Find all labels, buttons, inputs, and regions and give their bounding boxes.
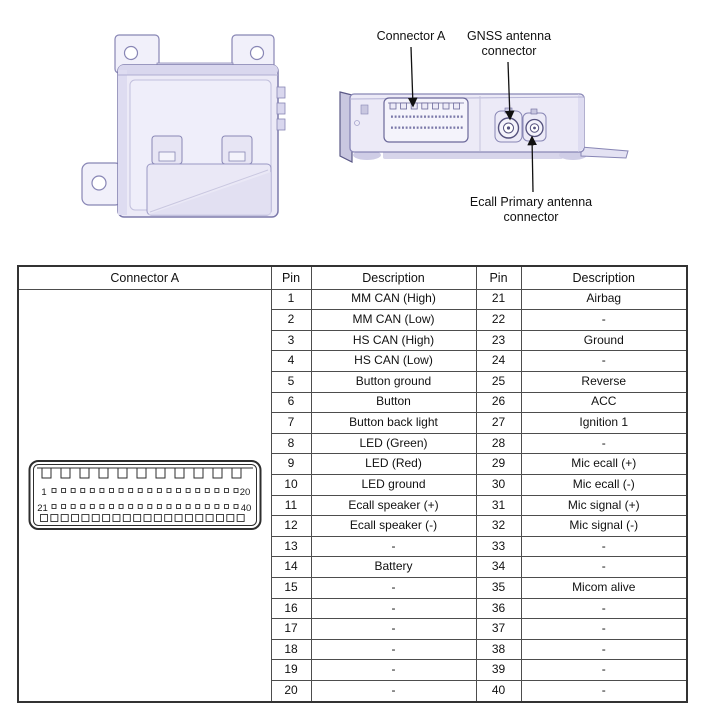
pin-cell: 19 xyxy=(271,660,311,681)
description-cell: - xyxy=(521,681,687,702)
table-row xyxy=(18,289,687,310)
mounting-hole xyxy=(92,176,106,190)
description-cell: Reverse xyxy=(521,371,687,392)
pin-cell: 30 xyxy=(476,474,521,495)
description-cell: ACC xyxy=(521,392,687,413)
description-cell: HS CAN (Low) xyxy=(311,351,476,372)
pin-cell: 23 xyxy=(476,330,521,351)
diagram-pin-21-label: 21 xyxy=(36,503,48,515)
pin-cell: 27 xyxy=(476,413,521,434)
connector-a-callout-label: Connector A xyxy=(376,29,446,43)
description-cell: LED ground xyxy=(311,474,476,495)
pin-cell: 10 xyxy=(271,474,311,495)
ecall-primary-antenna-connector xyxy=(523,109,546,141)
description-cell: - xyxy=(521,619,687,640)
description-cell: Micom alive xyxy=(521,578,687,599)
description-cell: - xyxy=(521,660,687,681)
description-cell: - xyxy=(521,351,687,372)
description-cell: - xyxy=(311,619,476,640)
description-cell: MM CAN (Low) xyxy=(311,310,476,331)
diagram-pin-20-label: 20 xyxy=(239,487,251,499)
header-description-right: Description xyxy=(521,266,687,289)
pin-cell: 25 xyxy=(476,371,521,392)
pin-cell: 21 xyxy=(476,289,521,310)
pin-cell: 15 xyxy=(271,578,311,599)
pin-cell: 33 xyxy=(476,536,521,557)
pin-cell: 3 xyxy=(271,330,311,351)
header-pin-right: Pin xyxy=(476,266,521,289)
description-cell: Mic ecall (+) xyxy=(521,454,687,475)
pin-cell: 16 xyxy=(271,598,311,619)
connector-a-pinout-diagram xyxy=(28,455,262,535)
pin-cell: 22 xyxy=(476,310,521,331)
description-cell: Battery xyxy=(311,557,476,578)
pin-cell: 14 xyxy=(271,557,311,578)
pin-cell: 11 xyxy=(271,495,311,516)
description-cell: Mic ecall (-) xyxy=(521,474,687,495)
gnss-antenna-connector xyxy=(495,108,522,142)
pin-cell: 18 xyxy=(271,639,311,660)
description-cell: Ecall speaker (-) xyxy=(311,516,476,537)
pin-cell: 26 xyxy=(476,392,521,413)
pinout-table-body xyxy=(18,289,687,702)
description-cell: - xyxy=(311,660,476,681)
description-cell: - xyxy=(311,639,476,660)
description-cell: Button ground xyxy=(311,371,476,392)
table-header-row xyxy=(18,266,687,289)
description-cell: Ground xyxy=(521,330,687,351)
connector-a-diagram-cell xyxy=(18,289,271,702)
device-figure xyxy=(0,0,701,255)
header-connector-a: Connector A xyxy=(18,266,271,289)
pin-cell: 24 xyxy=(476,351,521,372)
description-cell: LED (Red) xyxy=(311,454,476,475)
pin-cell: 20 xyxy=(271,681,311,702)
pin-cell: 2 xyxy=(271,310,311,331)
pin-cell: 9 xyxy=(271,454,311,475)
description-cell: - xyxy=(521,433,687,454)
description-cell: Button xyxy=(311,392,476,413)
device-front-view-image xyxy=(335,85,635,180)
description-cell: Airbag xyxy=(521,289,687,310)
description-cell: Ignition 1 xyxy=(521,413,687,434)
mounting-hole xyxy=(125,47,138,60)
description-cell: - xyxy=(311,681,476,702)
pin-cell: 40 xyxy=(476,681,521,702)
description-cell: LED (Green) xyxy=(311,433,476,454)
pin-cell: 12 xyxy=(271,516,311,537)
description-cell: - xyxy=(521,536,687,557)
pin-cell: 39 xyxy=(476,660,521,681)
pin-cell: 37 xyxy=(476,619,521,640)
description-cell: - xyxy=(521,310,687,331)
pin-cell: 17 xyxy=(271,619,311,640)
description-cell: MM CAN (High) xyxy=(311,289,476,310)
pin-cell: 7 xyxy=(271,413,311,434)
pin-cell: 31 xyxy=(476,495,521,516)
description-cell: - xyxy=(311,598,476,619)
description-cell: - xyxy=(311,536,476,557)
header-description-left: Description xyxy=(311,266,476,289)
description-cell: Button back light xyxy=(311,413,476,434)
pin-cell: 5 xyxy=(271,371,311,392)
header-pin-left: Pin xyxy=(271,266,311,289)
pin-cell: 32 xyxy=(476,516,521,537)
pin-cell: 28 xyxy=(476,433,521,454)
pin-cell: 38 xyxy=(476,639,521,660)
description-cell: - xyxy=(521,557,687,578)
device-top-view-image xyxy=(80,22,290,222)
description-cell: - xyxy=(311,578,476,599)
pin-cell: 29 xyxy=(476,454,521,475)
pin-cell: 6 xyxy=(271,392,311,413)
pin-cell: 8 xyxy=(271,433,311,454)
pinout-table xyxy=(17,265,688,703)
diagram-pin-40-label: 40 xyxy=(240,503,252,515)
description-cell: - xyxy=(521,598,687,619)
description-cell: HS CAN (High) xyxy=(311,330,476,351)
description-cell: Ecall speaker (+) xyxy=(311,495,476,516)
pin-cell: 36 xyxy=(476,598,521,619)
pin-cell: 35 xyxy=(476,578,521,599)
description-cell: Mic signal (+) xyxy=(521,495,687,516)
pin-cell: 34 xyxy=(476,557,521,578)
pin-cell: 4 xyxy=(271,351,311,372)
pin-cell: 1 xyxy=(271,289,311,310)
pin-cell: 13 xyxy=(271,536,311,557)
ecall-antenna-callout-label: Ecall Primary antenna connector xyxy=(469,195,593,224)
mounting-hole xyxy=(251,47,264,60)
gnss-antenna-callout-label: GNSS antenna connector xyxy=(466,29,552,58)
description-cell: - xyxy=(521,639,687,660)
connector-a-socket xyxy=(384,98,468,142)
description-cell: Mic signal (-) xyxy=(521,516,687,537)
diagram-pin-1-label: 1 xyxy=(41,487,47,499)
